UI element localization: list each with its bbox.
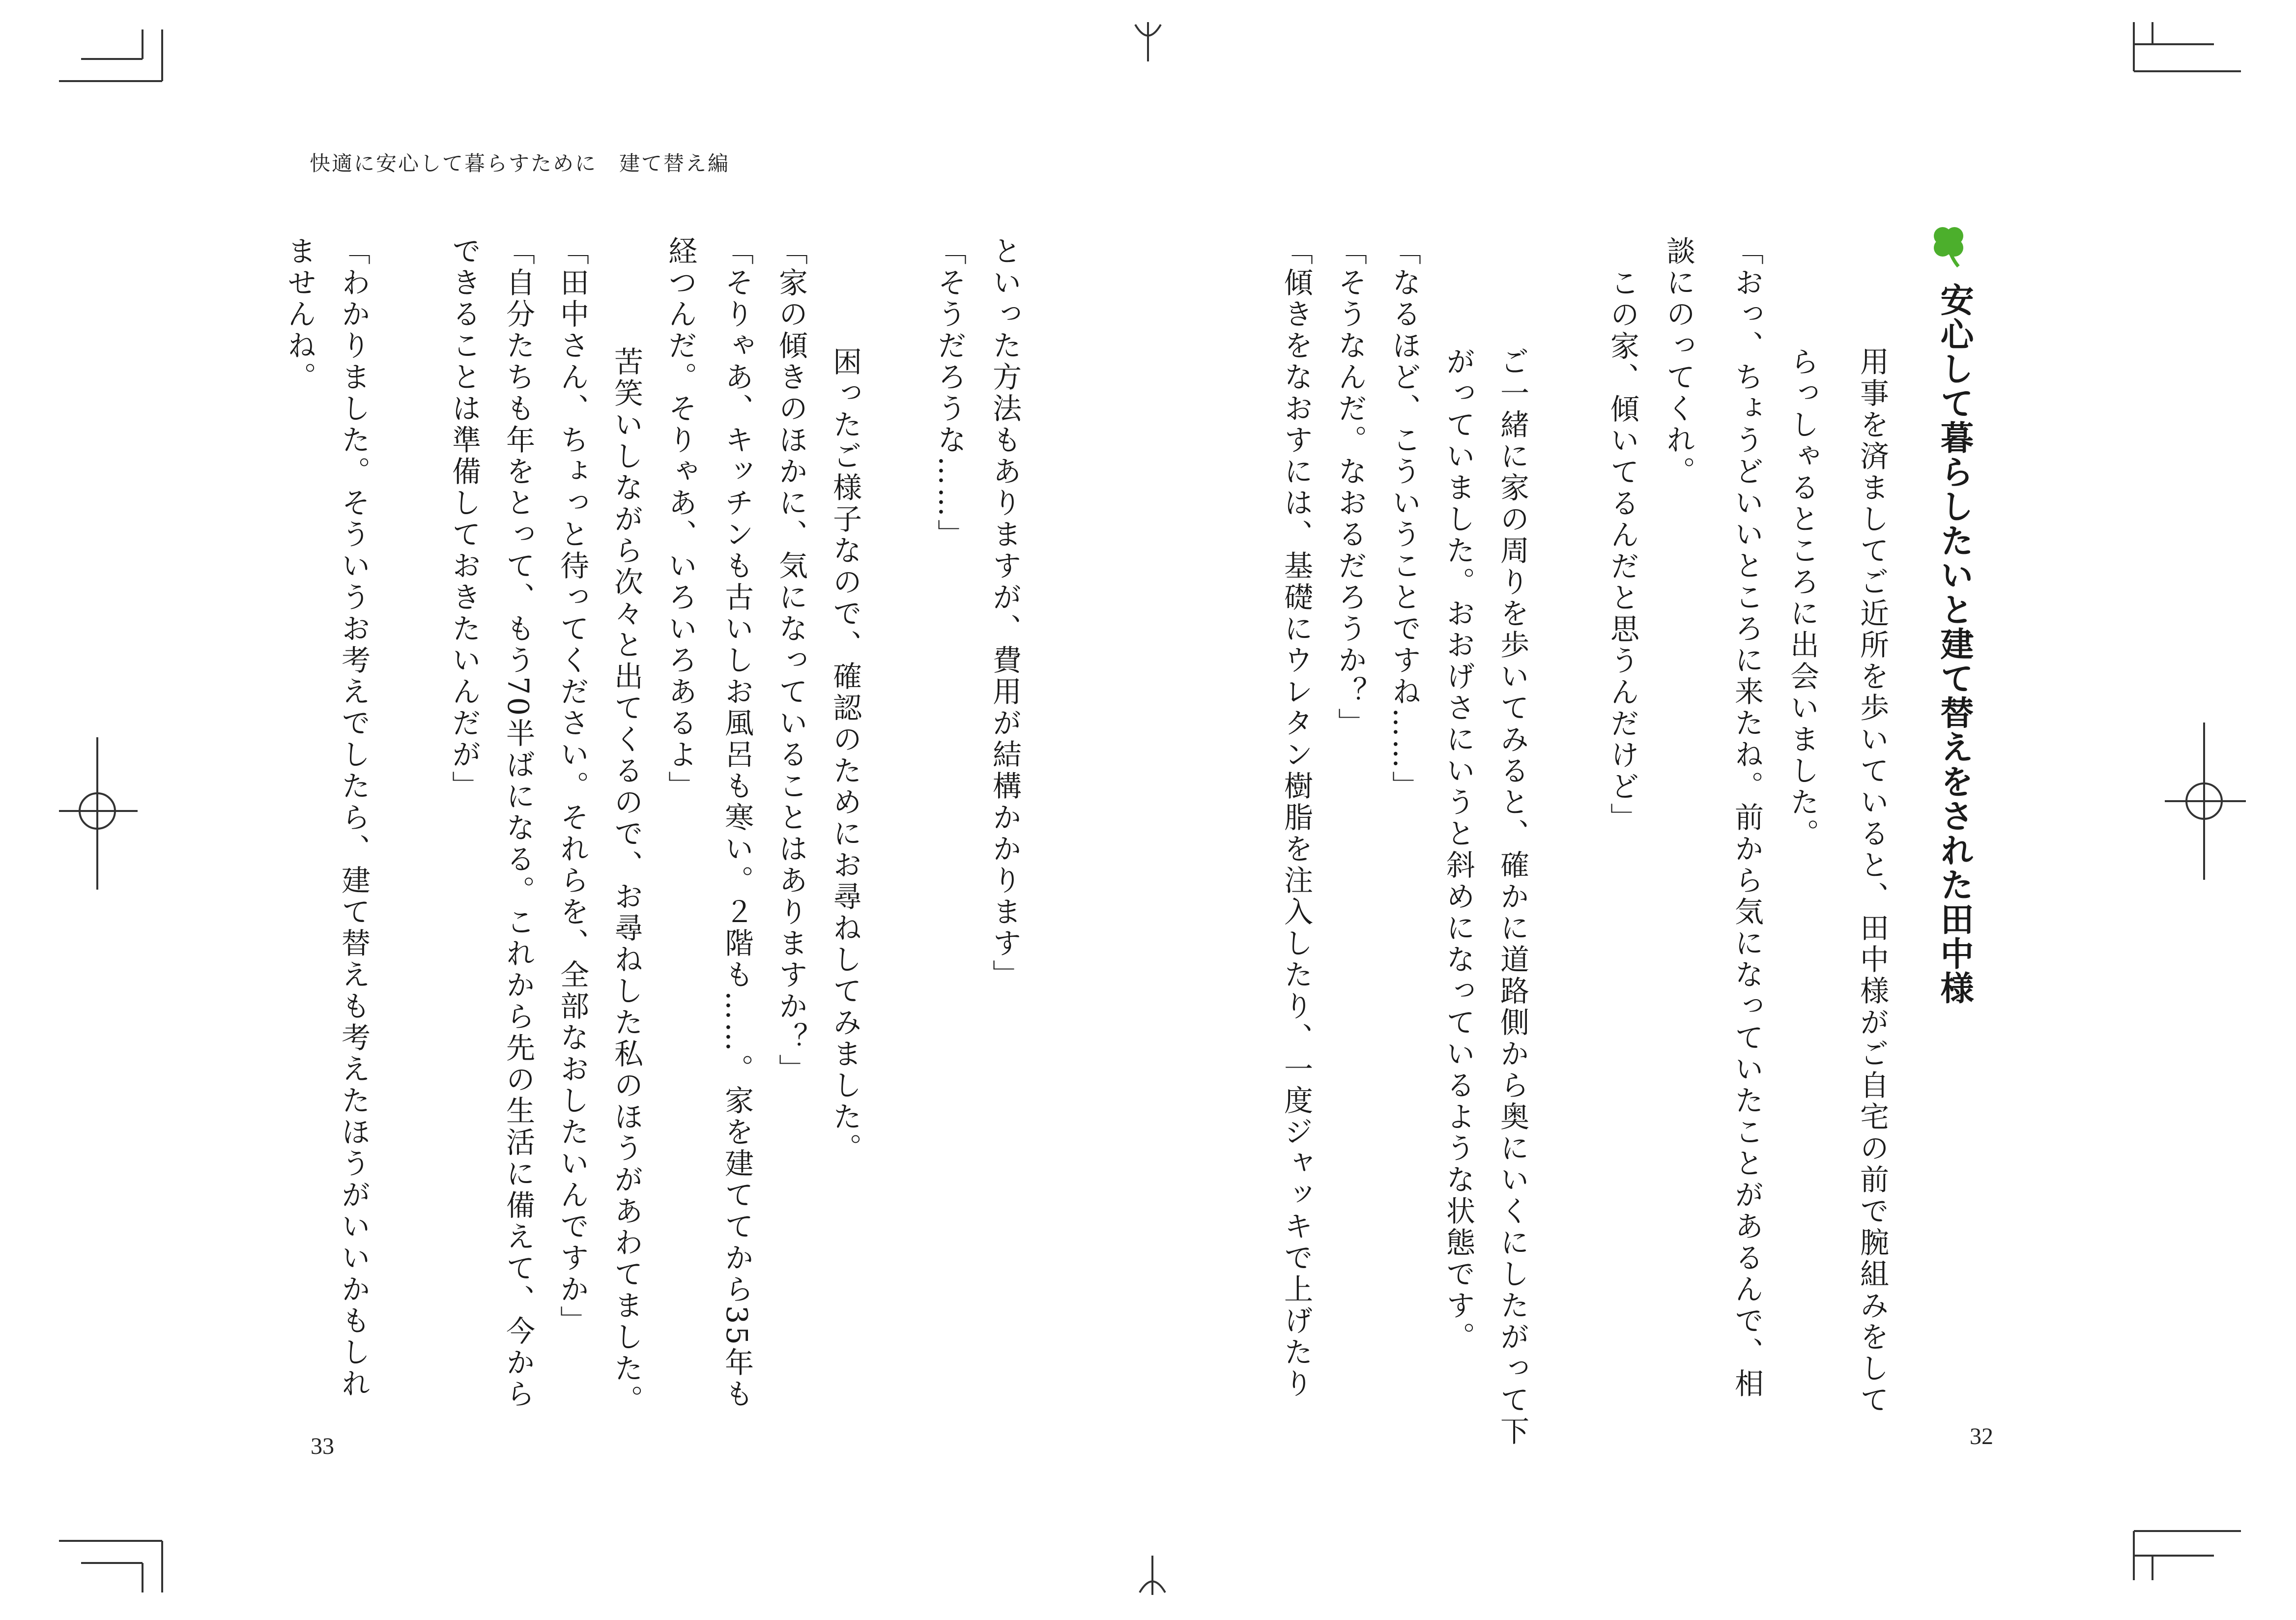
page-number-right: 32 xyxy=(1970,1423,1993,1449)
right-page-text-line: らっしゃるところに出会いました。 xyxy=(1785,347,1819,850)
right-page-text-line: 用事を済ましてご近所を歩いていると、田中様がご自宅の前で腕組みをして xyxy=(1855,347,1889,1416)
left-page-text-line: 「そうだろうな……」 xyxy=(933,236,967,550)
right-page-text-line: 談にのってくれ。 xyxy=(1662,236,1695,488)
left-page-text-line: 「そりゃあ、キッチンも古いしお風呂も寒い。２階も……。家を建ててから35年も xyxy=(720,236,754,1411)
page-number-left: 33 xyxy=(311,1433,334,1459)
right-page-text-line: がっていました。おおげさにいうと斜めになっているような状態です。 xyxy=(1441,347,1475,1353)
running-head: 快適に安心して暮らすために 建て替え編 xyxy=(310,151,730,175)
left-page-text-line: できることは準備しておきたいんだが」 xyxy=(447,236,481,802)
left-page-text-line: ませんね。 xyxy=(283,236,316,393)
section-heading: 安心して暮らしたいと建て替えをされた田中様 xyxy=(1935,283,1974,1005)
left-page-text-line: といった方法もありますが、費用が結構かかります」 xyxy=(988,236,1022,991)
left-page-text-line: 困ったご様子なので、確認のためにお尋ねしてみました。 xyxy=(828,347,862,1164)
right-page-text-line: 「そうなんだ。なおるだろうか？」 xyxy=(1333,236,1367,739)
left-page-text-line: 経つんだ。そりゃあ、いろいろあるよ」 xyxy=(663,236,697,802)
four-leaf-clover-icon xyxy=(1924,221,1973,270)
left-page-text-line: 「家の傾きのほかに、気になっていることはありますか？」 xyxy=(774,236,808,1085)
right-page-text-line: 「おっ、ちょうどいいところに来たね。前から気になっていたことがあるんで、相 xyxy=(1730,236,1764,1400)
left-page-text-line: 苦笑いしながら次々と出てくるので、お尋ねした私のほうがあわてました。 xyxy=(609,347,643,1416)
left-page-text-line: 「自分たちも年をとって、もう70半ばになる。これから先の生活に備えて、今から xyxy=(501,236,535,1411)
right-page-text-line: ご一緒に家の周りを歩いてみると、確かに道路側から奥にいくにしたがって下 xyxy=(1495,347,1529,1447)
left-page-text-line: 「田中さん、ちょっと待ってください。それらを、全部なおしたいんですか」 xyxy=(555,236,589,1337)
right-page-text-line: この家、傾いてるんだと思うんだけど」 xyxy=(1606,268,1639,834)
left-page-text-line: 「わかりました。そういうお考えでしたら、建て替えも考えたほうがいいかもしれ xyxy=(337,236,371,1400)
right-page-text-line: 「傾きをなおすには、基礎にウレタン樹脂を注入したり、一度ジャッキで上げたり xyxy=(1279,236,1313,1400)
right-page-text-line: 「なるほど、こういうことですね……」 xyxy=(1387,236,1421,802)
